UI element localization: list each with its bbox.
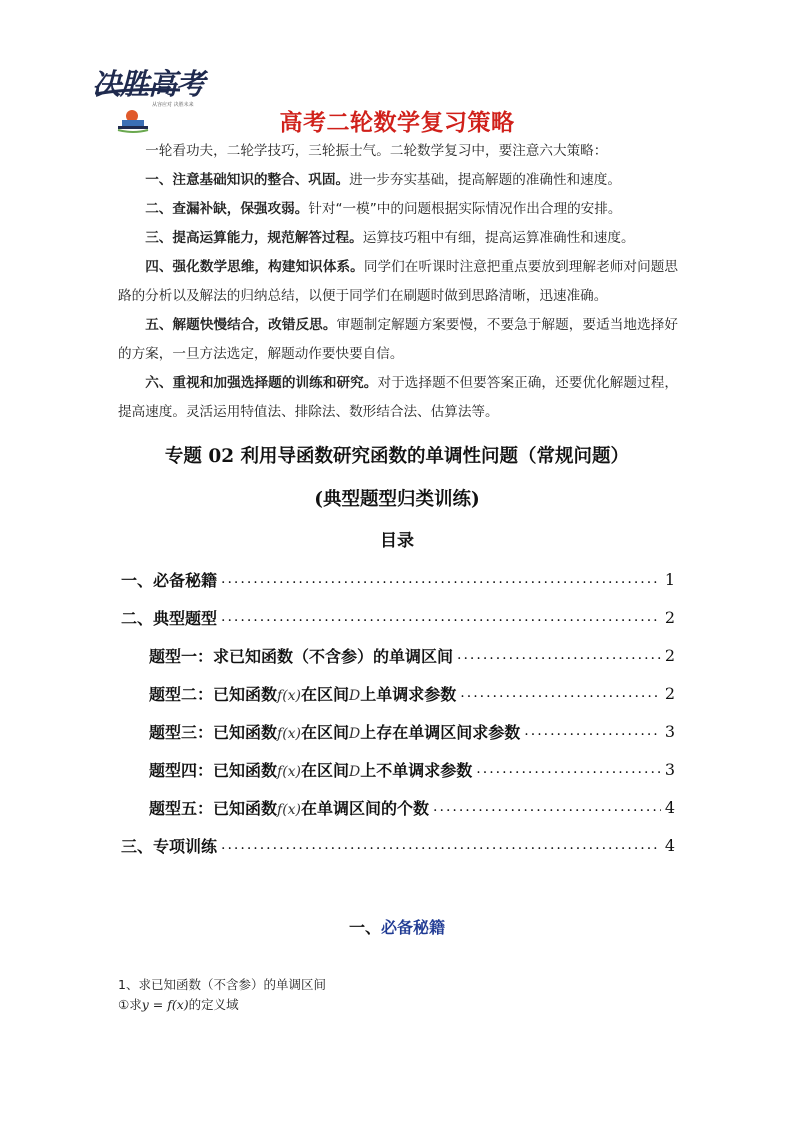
toc-entry[interactable]: 二、典型题型 ..... 2	[121, 598, 675, 636]
table-of-contents	[121, 560, 675, 864]
toc-leader	[433, 799, 661, 815]
strategy-item: 六、重视和加强选择题的训练和研究。对于选择题不但要答案正确，还要优化解题过程，提高速度。灵活运用特值法、排除法、数形结合法、估算法等。	[118, 375, 678, 420]
topic-subtitle: (典型题型归类训练)	[314, 489, 480, 510]
toc-leader	[221, 609, 661, 625]
strategy-item: 三、提高运算能力，规范解答过程。运算技巧粗中有细，提高运算准确性和速度。	[145, 230, 635, 246]
toc-entry[interactable]: 一、必备秘籍 ..... 1	[121, 560, 675, 598]
section-heading: 一、必备秘籍	[348, 918, 446, 937]
toc-leader	[460, 685, 661, 701]
topic-title: 专题 02 利用导函数研究函数的单调性问题（常规问题）	[164, 446, 630, 467]
toc-leader	[457, 647, 661, 663]
toc-page-number: 2	[664, 645, 675, 665]
toc-entry[interactable]: 题型四：已知函数f(x)在区间D上不单调求参数 ..... 3	[121, 750, 675, 788]
toc-page-number: 4	[664, 835, 675, 855]
toc-page-number: 1	[664, 569, 675, 589]
body-text-line: 1、求已知函数（不含参）的单调区间	[118, 977, 326, 992]
toc-page-number: 4	[664, 797, 675, 817]
strategy-item: 二、查漏补缺，保强攻弱。针对“一模”中的问题根据实际情况作出合理的安排。	[145, 201, 622, 217]
toc-page-number: 2	[664, 683, 675, 703]
logo-text: 决胜高考	[92, 67, 205, 101]
strategy-item: 四、强化数学思维，构建知识体系。同学们在听课时注意把重点要放到理解老师对问题思路的分析以及解法的归纳总结，以便于同学们在刷题时做到思路清晰，迅速准确。	[118, 259, 679, 304]
toc-entry[interactable]: 题型五：已知函数f(x)在单调区间的个数 ..... 4	[121, 788, 675, 826]
strategy-item: 一、注意基础知识的整合、巩固。进一步夯实基础，提高解题的准确性和速度。	[145, 172, 621, 188]
body-text-line: ①求y = f(x)的定义域	[118, 997, 239, 1012]
toc-leader	[476, 761, 661, 777]
strategy-section	[118, 137, 678, 427]
toc-leader	[221, 837, 661, 853]
toc-page-number: 2	[664, 607, 675, 627]
strategy-item: 五、解题快慢结合，改错反思。审题制定解题方案要慢，不要急于解题，要适当地选择好的方案，一旦方法选定，解题动作要快要自信。	[118, 317, 679, 362]
toc-page-number: 3	[664, 721, 675, 741]
logo-tagline: 从容应对 决胜未来	[152, 102, 194, 108]
toc-entry[interactable]: 题型一：求已知函数（不含参）的单调区间 ..... 2	[121, 636, 675, 674]
toc-leader	[524, 723, 661, 739]
toc-entry[interactable]: 三、专项训练 ..... 4	[121, 826, 675, 864]
toc-entry[interactable]: 题型二：已知函数f(x)在区间D上单调求参数 ..... 2	[121, 674, 675, 712]
toc-entry[interactable]: 题型三：已知函数f(x)在区间D上存在单调区间求参数 ..... 3	[121, 712, 675, 750]
math-expression: y = f(x)	[141, 997, 189, 1012]
toc-leader	[221, 571, 661, 587]
toc-page-number: 3	[664, 759, 675, 779]
toc-title: 目录	[380, 531, 414, 551]
strategy-intro: 一轮看功夫，二轮学技巧，三轮振士气。二轮数学复习中，要注意六大策略：	[145, 143, 608, 159]
strategy-title: 高考二轮数学复习策略	[279, 110, 515, 136]
